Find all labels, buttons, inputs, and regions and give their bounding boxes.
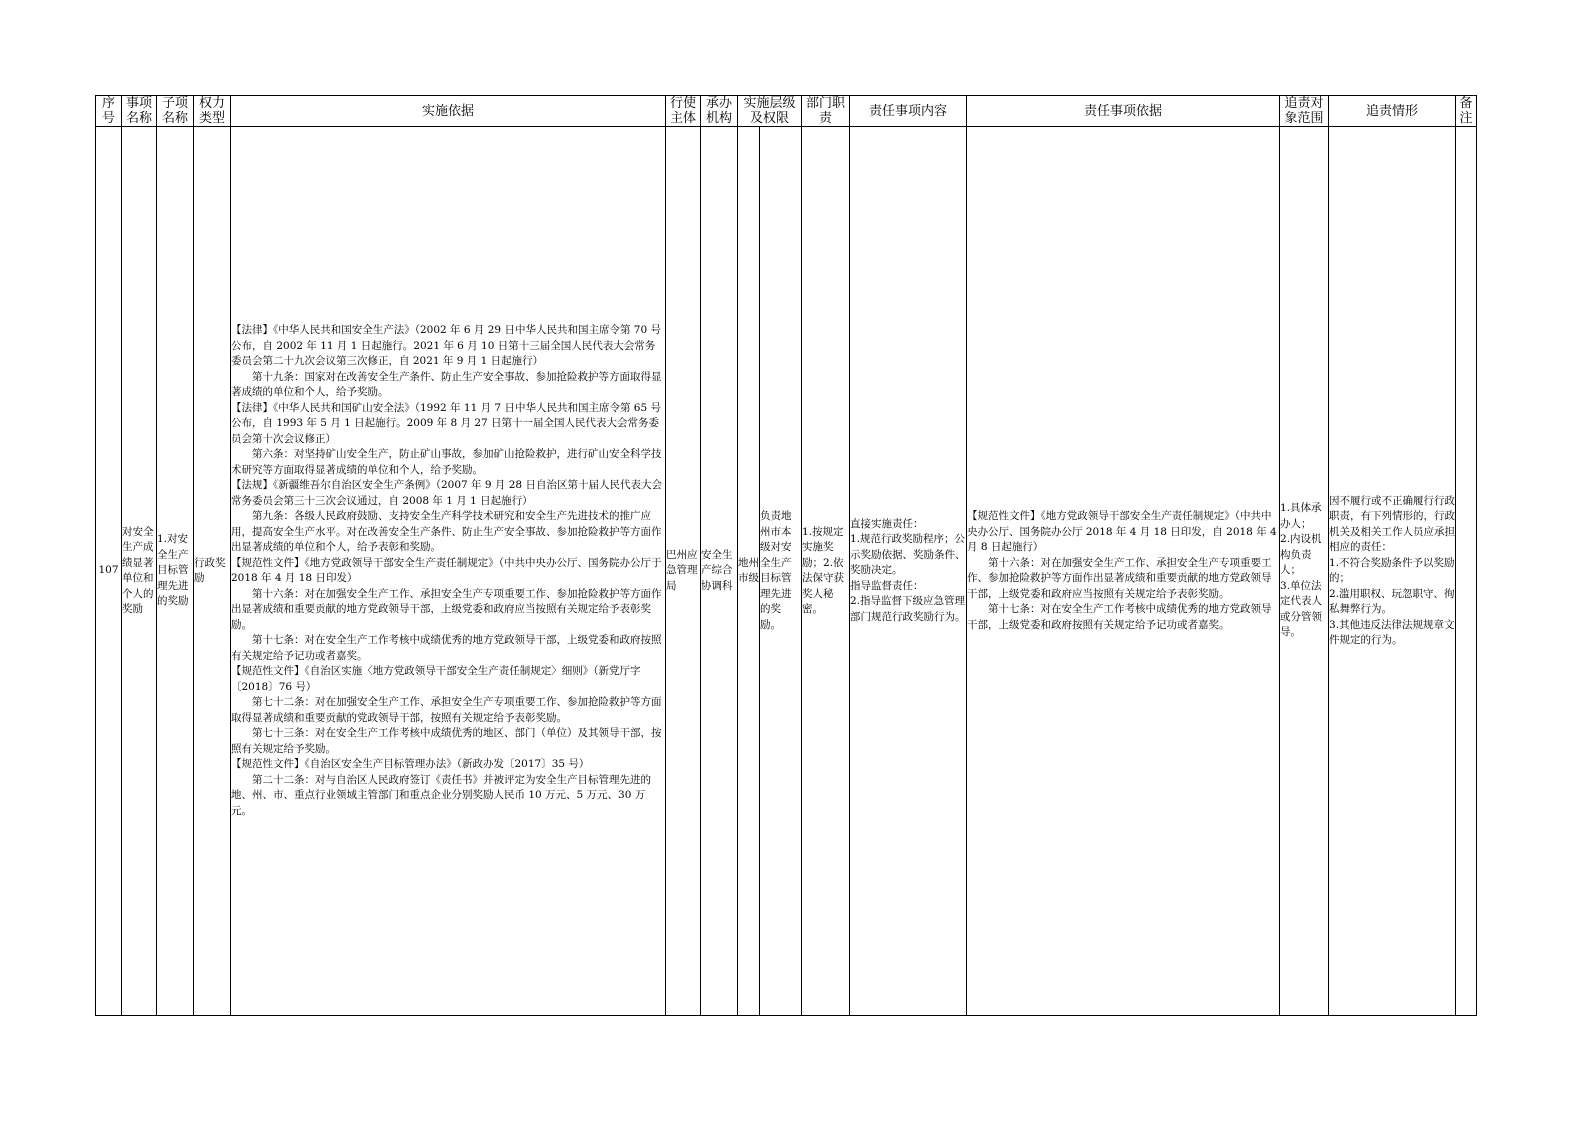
department-duty: 1.按规定实施奖励；2.依法保守获奖人秘密。 [802, 127, 850, 1016]
responsibility-table [95, 95, 1477, 1016]
accountability-line: 2.滥用职权、玩忽职守、徇私舞弊行为。 [1329, 587, 1455, 615]
table-row [96, 127, 1477, 1016]
basis-paragraph: 第十九条：国家对在改善安全生产条件、防止生产安全事故、参加抢险救护等方面取得显著成绩的单位和个人，给予奖励。 [231, 370, 662, 398]
header-resp-basis: 责任事项依据 [967, 96, 1280, 127]
basis-paragraph: 【法律】《中华人民共和国安全生产法》（2002 年 6 月 29 日中华人民共和国主席令第 70 号公布，自 2002 年 11 月 1 日起施行。2021 年 6 月 10 日第十三届全国人民代表大会常务委员会第二十九次会议第三次修正，自 2021 年 9 月 1 日起施行） [231, 324, 661, 367]
sub-item-name: 1.对安全生产目标管理先进的奖励 [157, 127, 194, 1016]
accountability-line: 1.不符合奖励条件予以奖励的； [1329, 556, 1455, 584]
accountability-line: 3.其他违反法律法规规章文件规定的行为。 [1329, 618, 1455, 646]
accountable-line: 1.具体承办人； [1280, 502, 1322, 530]
basis-paragraph: 第十七条：对在安全生产工作考核中成绩优秀的地方党政领导干部，上级党委和政府按照有关规定给予记功或者嘉奖。 [231, 634, 662, 662]
basis-paragraph: 【规范性文件】《自治区安全生产目标管理办法》（新政办发〔2017〕35 号） [231, 758, 590, 770]
implementation-level: 地州市级 [738, 127, 760, 1016]
resp-content-line: 2.指导监督下级应急管理部门规范行政奖励行为。 [850, 595, 966, 623]
header-sub-item: 子项名称 [157, 96, 194, 127]
resp-basis-paragraph: 第十七条：对在安全生产工作考核中成绩优秀的地方党政领导干部，上级党委和政府按照有关规定给予记功或者嘉奖。 [967, 603, 1272, 631]
accountability-situations [1329, 127, 1456, 1016]
row-number: 107 [96, 127, 122, 1016]
basis-paragraph: 第六条：对坚持矿山安全生产，防止矿山事故，参加矿山抢险救护，进行矿山安全科学技术研究等方面取得显著成绩的单位和个人，给予奖励。 [231, 448, 662, 476]
basis-paragraph: 【法规】《新疆维吾尔自治区安全生产条例》（2007 年 9 月 28 日自治区第十届人民代表大会常务委员会第三十三次会议通过，自 2008 年 1 月 1 日起施行） [231, 479, 662, 507]
resp-basis-paragraph: 【规范性文件】《地方党政领导干部安全生产责任制规定》（中共中央办公厅、国务院办公厅 2018 年 4 月 18 日印发，自 2018 年 4 月 8 日起施行） [967, 510, 1277, 553]
header-remark: 备注 [1456, 96, 1477, 127]
header-agency: 承办机构 [701, 96, 738, 127]
header-item-name: 事项名称 [122, 96, 157, 127]
header-resp-content: 责任事项内容 [850, 96, 967, 127]
basis-paragraph: 第七十二条：对在加强安全生产工作、承担安全生产专项重要工作、参加抢险救护等方面取得显著成绩和重要贡献的党政领导干部，按照有关规定给予表彰奖励。 [231, 696, 662, 724]
accountability-line: 因不履行或不正确履行行政职责，有下列情形的，行政机关及相关工作人员应承担相应的责任： [1329, 494, 1456, 553]
header-power-type: 权力类型 [194, 96, 231, 127]
basis-paragraph: 第二十二条：对与自治区人民政府签订《责任书》并被评定为安全生产目标管理先进的地、州、市、重点行业领域主管部门和重点企业分别奖励人民币 10 万元、5 万元、30 万元。 [231, 773, 651, 817]
power-type: 行政奖励 [194, 127, 231, 1016]
header-accountability: 追责情形 [1329, 96, 1456, 127]
header-basis: 实施依据 [231, 96, 666, 127]
accountable-scope [1280, 127, 1329, 1016]
basis-paragraph: 第十六条：对在加强安全生产工作、承担安全生产专项重要工作、参加抢险救护等方面作出显著成绩和重要贡献的地方党政领导干部，上级党委和政府应当按照有关规定给予表彰奖励。 [231, 587, 662, 631]
resp-content-line: 指导监督责任： [850, 579, 924, 592]
header-accountable: 追责对象范围 [1280, 96, 1329, 127]
header-row [96, 96, 1477, 127]
implementation-basis [231, 127, 666, 1016]
implementation-scope: 负责地州市本级对安全生产目标管理先进的奖励。 [760, 127, 802, 1016]
resp-basis-paragraph: 第十六条：对在加强安全生产工作、承担安全生产专项重要工作、参加抢险救护等方面作出显著成绩和重要贡献的地方党政领导干部，上级党委和政府应当按照有关规定给予表彰奖励。 [967, 556, 1272, 600]
header-subject: 行使主体 [666, 96, 701, 127]
executing-subject: 巴州应急管理局 [666, 127, 701, 1016]
header-dept-duty: 部门职责 [802, 96, 850, 127]
resp-content-line: 直接实施责任： [850, 517, 924, 530]
accountable-line: 2.内设机构负责人； [1280, 533, 1322, 577]
handling-agency: 安全生产综合协调科 [701, 127, 738, 1016]
basis-paragraph: 第九条：各级人民政府鼓励、支持安全生产科学技术研究和安全生产先进技术的推广应用，提高安全生产水平。对在改善安全生产条件、防止生产安全事故、参加抢险救护等方面作出显著成绩的单位和个人，给予表彰和奖励。 [231, 510, 662, 553]
basis-paragraph: 【法律】《中华人民共和国矿山安全法》（1992 年 11 月 7 日中华人民共和国主席令第 65 号公布，自 1993 年 5 月 1 日起施行。2009 年 8 月 27 日第十一届全国人民代表大会常务委员会第十次会议修正） [231, 401, 661, 445]
header-no: 序号 [96, 96, 122, 127]
item-name: 对安全生产成绩显著单位和个人的奖励 [122, 127, 157, 1016]
basis-paragraph: 第七十三条：对在安全生产工作考核中成绩优秀的地区、部门（单位）及其领导干部，按照有关规定给予奖励。 [231, 727, 662, 755]
basis-paragraph: 【规范性文件】《自治区实施〈地方党政领导干部安全生产责任制规定〉细则》（新党厅字〔2018〕76 号） [231, 665, 641, 693]
responsibility-basis [967, 127, 1280, 1016]
header-level: 实施层级及权限 [738, 96, 802, 127]
resp-content-line: 1.规范行政奖励程序；公示奖励依据、奖励条件、奖励决定。 [850, 533, 966, 577]
accountable-line: 3.单位法定代表人或分管领导。 [1280, 579, 1323, 639]
basis-paragraph: 【规范性文件】《地方党政领导干部安全生产责任制规定》（中共中央办公厅、国务院办公厅于 2018 年 4 月 18 日印发） [231, 556, 662, 584]
responsibility-content [850, 127, 967, 1016]
remark [1456, 127, 1477, 1016]
